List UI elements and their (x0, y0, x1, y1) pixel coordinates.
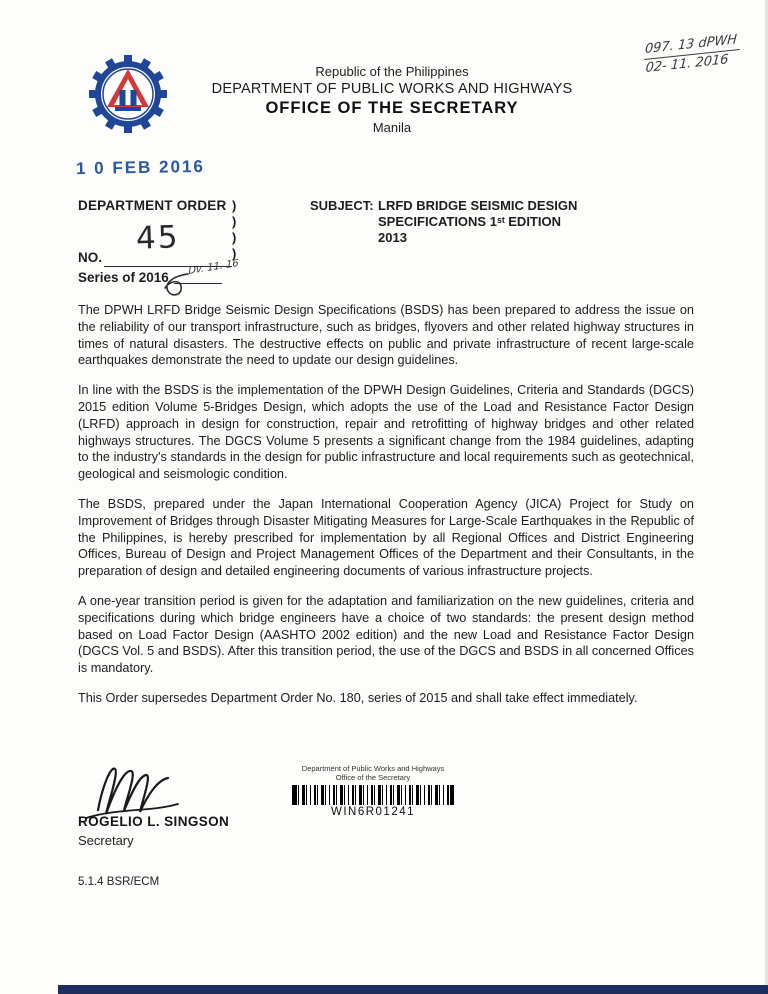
date-stamp: 1 0 FEB 2016 (75, 156, 206, 179)
paragraph-1: The DPWH LRFD Bridge Seismic Design Specifications (BSDS) has been prepared to address the issue on the reliability of our transport infrastructure, such as bridges, flyovers and other related highway structures in times of natural disasters. The destructive effects on public and private infrastructure of recent large-scale earthquakes demonstrate the need to update our design guidelines. (78, 303, 694, 368)
order-title: DEPARTMENT ORDER (78, 198, 227, 213)
handwritten-ref-line2: 02- 11. 2016 (644, 52, 729, 77)
letterhead-department: DEPARTMENT OF PUBLIC WORKS AND HIGHWAYS (211, 81, 573, 97)
letterhead (0, 64, 768, 137)
signatory-name: ROGELIO L. SINGSON (78, 814, 230, 829)
subject-line-1: LRFD BRIDGE SEISMIC DESIGN (378, 198, 578, 213)
paren: ) (232, 198, 237, 213)
paren: ) (232, 230, 237, 245)
barcode-org-line1: Department of Public Works and Highways (301, 764, 445, 773)
paren: ) (232, 214, 237, 229)
signatory-title: Secretary (78, 833, 134, 848)
barcode-org-line2: Office of the Secretary (335, 773, 411, 782)
series-handwritten-note: Dv. 11. 16 (188, 257, 239, 278)
order-no-label: NO. (78, 250, 103, 265)
footer-reference: 5.1.4 BSR/ECM (78, 876, 160, 888)
subject-line-3: 2013 (378, 230, 407, 245)
barcode-block (280, 764, 466, 818)
order-heading-block (78, 198, 698, 298)
letterhead-city: Manila (372, 120, 412, 135)
subject-line-2: SPECIFICATIONS 1ˢᵗ EDITION (378, 214, 561, 229)
paragraph-4: A one-year transition period is given for the adaptation and familiarization on the new guidelines, criteria and specifications during which bridge engineers have a choice of two standards: the present design method based on Load Factor Design (AASHTO 2002 edition) and the new Load and Resistance Factor Design (DGCS Vol. 5 and BSDS). After this transition period, the use of the DGCS and BSDS in all concerned Offices is mandatory. (78, 593, 694, 676)
barcode-icon (292, 785, 454, 805)
handwritten-ref-line1: 097. 13 dPWH (644, 31, 741, 60)
subject-label: SUBJECT: (310, 198, 374, 213)
paren: ) (232, 246, 237, 261)
paragraph-5: This Order supersedes Department Order No. 180, series of 2015 and shall take effect immediately. (78, 690, 638, 705)
series-label: Series of 2016 (78, 270, 169, 285)
order-no-handwritten: 45 (135, 219, 181, 257)
order-body (78, 302, 694, 720)
letterhead-republic: Republic of the Philippines (315, 64, 469, 79)
handwritten-loop-mark (162, 272, 196, 302)
paragraph-2: In line with the BSDS is the implementation of the DPWH Design Guidelines, Criteria and Standards (DGCS) 2015 edition Volume 5-Bridges Design, which adopts the use of the Load and Resistance Factor Design (LRFD) approach in design for construction, repair and retrofitting of highway bridges and other related highways structures. The DGCS Volume 5 presents a significant change from the 1984 guidelines, adapting to the industry's standards in the design for public infrastructure and local requirements such as geotechnical, geological and seismologic condition. (78, 383, 694, 482)
subject-text (378, 198, 577, 246)
barcode-value: WIN6R01241 (330, 806, 416, 818)
letterhead-office: OFFICE OF THE SECRETARY (265, 99, 519, 117)
paragraph-3: The BSDS, prepared under the Japan International Cooperation Agency (JICA) Project for Study on Improvement of Bridges through Disaster Mitigating Measures for Large-Scale Earthquakes in the Republic of the Philippines, is hereby prescribed for implementation by all Regional Offices and District Engineering Offices, Bureau of Design and Project Management Offices of the Department and their Consultants, in the preparation of design and detailed engineering documents of various infrastructure projects. (78, 496, 694, 579)
paren-column (232, 198, 236, 262)
scan-bottom-strip (58, 985, 768, 994)
